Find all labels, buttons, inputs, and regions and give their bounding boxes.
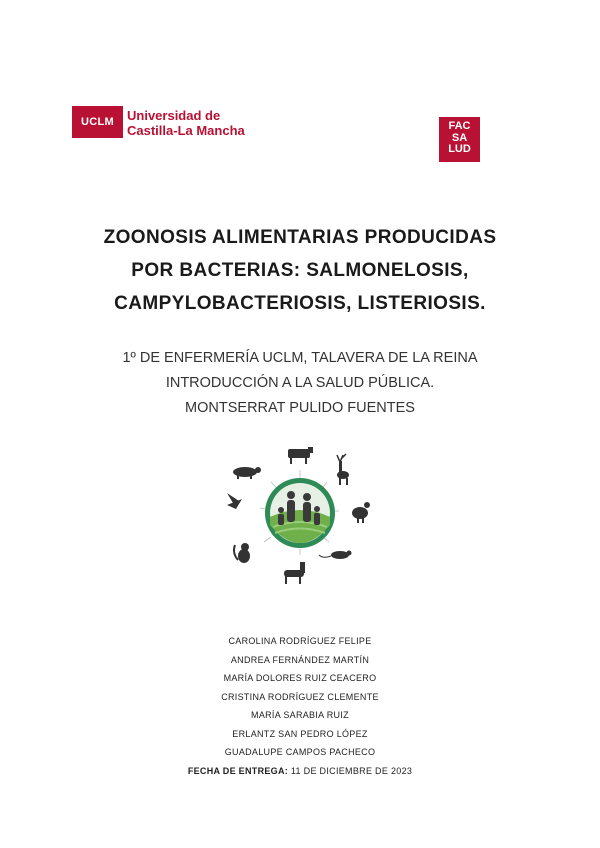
author-name: ANDREA FERNÁNDEZ MARTÍN — [230, 654, 370, 665]
rat-icon — [319, 551, 352, 560]
subtitle-course: 1º DE ENFERMERÍA UCLM, TALAVERA DE LA REINA — [122, 350, 478, 366]
delivery-date — [100, 762, 500, 781]
delivery-label: FECHA DE ENTREGA: — [187, 765, 289, 776]
hen-icon — [352, 502, 370, 523]
cat-icon — [234, 543, 250, 563]
author-name: ERLANTZ SAN PEDRO LÓPEZ — [232, 728, 368, 739]
family-globe-icon — [265, 478, 335, 548]
deer-icon — [337, 454, 349, 485]
author-name: MARÍA DOLORES RUIZ CEACERO — [223, 673, 377, 683]
author-name: CRISTINA RODRÍGUEZ CLEMENTE — [221, 691, 379, 702]
horse-icon — [284, 562, 305, 584]
cow-icon — [288, 447, 313, 464]
title-line-2: POR BACTERIAS: SALMONELOSIS, — [131, 260, 469, 281]
title-line-3: CAMPYLOBACTERIOSIS, LISTERIOSIS. — [114, 293, 486, 314]
document-subtitle — [40, 346, 560, 421]
pig-icon — [233, 467, 261, 479]
authors-block — [100, 632, 500, 780]
delivery-value: 11 DE DICIEMBRE DE 2023 — [290, 765, 413, 776]
bird-icon — [227, 493, 242, 509]
fac-line-1: FAC — [448, 120, 471, 132]
facsalud-logo — [439, 117, 480, 162]
uclm-logo-line2: Castilla-La Mancha — [127, 123, 245, 138]
subtitle-subject: INTRODUCCIÓN A LA SALUD PÚBLICA. — [165, 375, 435, 391]
subtitle-teacher: MONTSERRAT PULIDO FUENTES — [185, 400, 415, 416]
uclm-logo — [72, 106, 272, 144]
author-name: CAROLINA RODRÍGUEZ FELIPE — [228, 636, 372, 646]
uclm-logo-text — [127, 108, 245, 138]
author-name: GUADALUPE CAMPOS PACHECO — [224, 747, 376, 757]
fac-line-2: SA — [451, 131, 468, 144]
zoonosis-illustration — [215, 445, 385, 595]
author-name: MARÍA SARABIA RUIZ — [251, 710, 349, 720]
document-title — [40, 221, 560, 320]
title-line-1: ZOONOSIS ALIMENTARIAS PRODUCIDAS — [103, 227, 497, 248]
uclm-logo-mark: UCLM — [72, 106, 123, 138]
fac-line-3: LUD — [448, 143, 471, 155]
uclm-logo-line1: Universidad de — [127, 108, 221, 123]
